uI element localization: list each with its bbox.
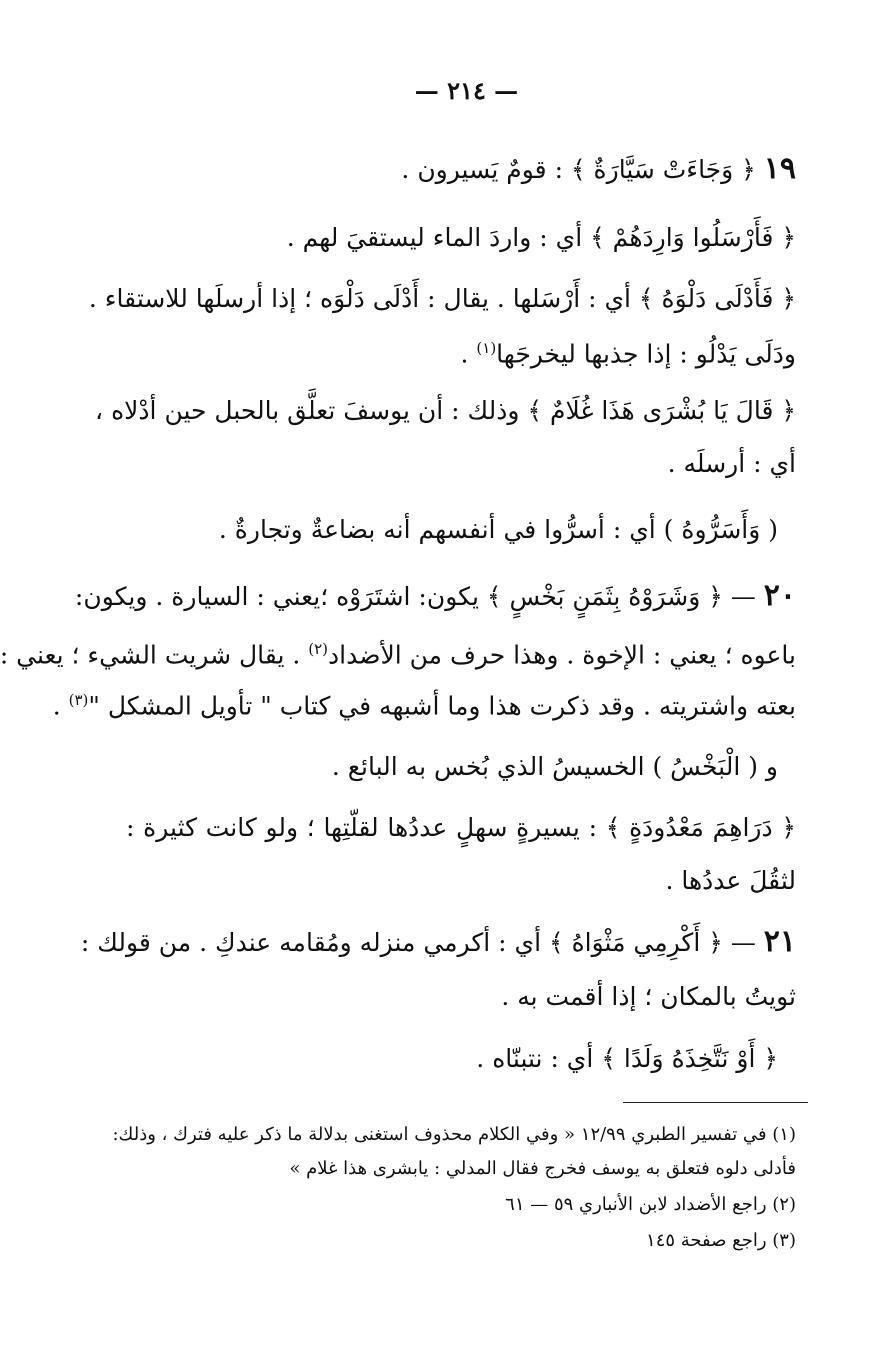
footnote-divider: [623, 1102, 808, 1103]
line-text-tail: .: [460, 339, 477, 369]
line-text: ﴿ فَأَرْسَلُوا وَارِدَهُمْ ﴾ أي : واردَ الماء ليستقيَ لهم .: [286, 223, 796, 252]
line-text: بعته واشتريته . وقد ذكرت هذا وما أشبهه في كتاب " تأويل المشكل ": [88, 691, 796, 721]
line-text: ودَلَى يَدْلُو : إذا جذبها ليخرجَها: [496, 339, 796, 369]
text-line: [0, 632, 796, 672]
line-text: أي : أرسلَه .: [667, 449, 796, 478]
text-line: [88, 282, 796, 316]
footnote-marker: (١): [476, 339, 497, 357]
line-text: — ﴿ وَشَرَوْهُ بِثَمَنٍ بَخْسٍ ﴾ يكون: اشتَرَوْه ؛يعني : السيارة . ويكون:: [74, 582, 764, 611]
line-text: ﴿ دَرَاهِمَ مَعْدُودَةٍ ﴾ : يسيرةٍ سهلٍ عددُها لقلّتِها ؛ ولو كانت كثيرة :: [126, 813, 796, 842]
text-line: [108, 513, 778, 547]
footnote-1-continued: فأدلى دلوه فتعلق به يوسف فخرج فقال المدلي : يابشرى هذا غلام »: [289, 1158, 796, 1179]
verse-number: ٢٠: [763, 578, 796, 613]
verse-number: ١٩: [763, 151, 796, 186]
verse-number: ٢١: [763, 924, 796, 959]
verse-19-line: [126, 152, 796, 187]
text-line: [126, 811, 796, 845]
footnote-2: (٢) راجع الأضداد لابن الأنباري ٥٩ — ٦١: [505, 1194, 796, 1215]
line-text: ﴿ أَوْ نَتَّخِذَهُ وَلَدًا ﴾ أي : نتبنّاه .: [476, 1044, 778, 1073]
footnote-3: (٣) راجع صفحة ١٤٥: [646, 1230, 796, 1251]
footnote-marker: (٣): [68, 691, 89, 709]
page-number: — ٢١٤ —: [414, 76, 519, 105]
text-line: [95, 394, 796, 428]
line-text-tail: .: [52, 691, 69, 721]
text-line: [52, 683, 796, 723]
line-text: و ( الْبَخْسُ ) الخسيسُ الذي بُخس به البائع .: [331, 752, 778, 781]
verse-21-line: [80, 924, 796, 960]
line-text: ﴿ فَأَدْلَى دَلْوَهُ ﴾ أي : أَرْسَلها . يقال : أَدْلَى دَلْوَه ؛ إذا أرسلَها للاستقاء .: [88, 284, 796, 313]
line-text: ﴿ وَجَاءَتْ سَيَّارَةٌ ﴾ : قومٌ يَسيرون .: [401, 155, 764, 184]
line-text: — ﴿ أَكْرِمِي مَثْوَاهُ ﴾ أي : أكرمي منزله ومُقامه عندكِ . من قولك :: [80, 928, 764, 957]
text-line: [126, 447, 796, 481]
line-text-tail: . يقال شريت الشيء ؛ يعني :: [0, 640, 309, 670]
verse-20-line: [74, 578, 796, 614]
line-text: باعوه ؛ يعني : الإخوة . وهذا حرف من الأضداد: [328, 640, 796, 670]
line-text: ( وَأَسَرُّوهُ ) أي : أسرُّوا في أنفسهم أنه بضاعةٌ وتجارةٌ .: [218, 515, 778, 544]
text-line: [126, 980, 796, 1014]
text-line: [108, 1042, 778, 1076]
text-line: [126, 221, 796, 255]
footnote-1: (١) في تفسير الطبري ١٢/٩٩ « وفي الكلام محذوف استغنى بدلالة ما ذكر عليه فترك ، وذلك:: [112, 1124, 796, 1145]
text-line: [126, 331, 796, 371]
text-line: [108, 750, 778, 784]
footnote-marker: (٢): [308, 640, 329, 658]
line-text: لثقُلَ عددُها .: [665, 866, 796, 895]
text-line: [126, 864, 796, 898]
line-text: ثويتُ بالمكان ؛ إذا أقمت به .: [501, 982, 796, 1011]
line-text: ﴿ قَالَ يَا بُشْرَى هَذَا غُلَامٌ ﴾ وذلك : أن يوسفَ تعلَّق بالحبل حين أدْلاه ،: [95, 396, 796, 425]
